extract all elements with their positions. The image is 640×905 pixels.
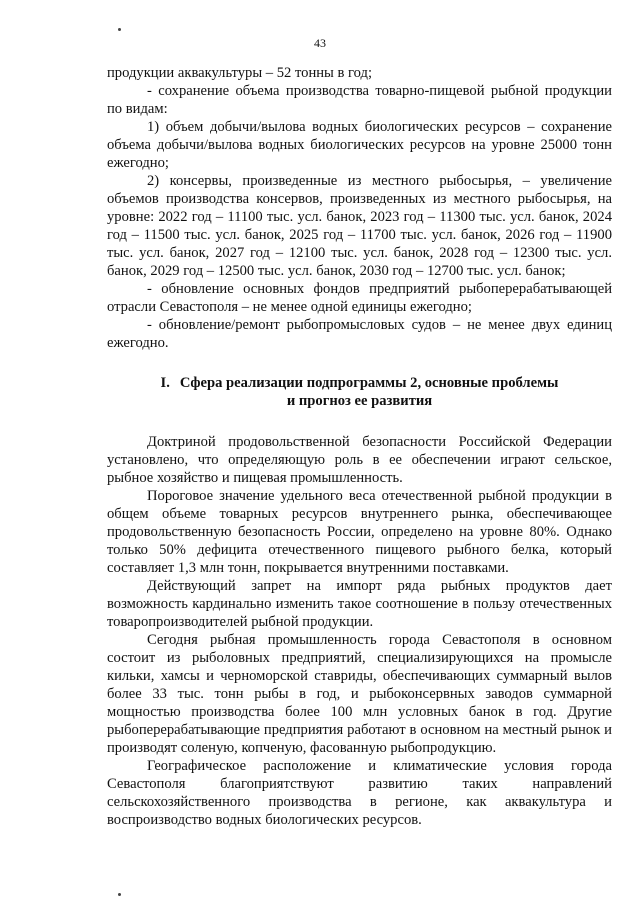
list-item: - обновление/ремонт рыбопромысловых судов – не менее двух единиц ежегодно. bbox=[107, 317, 612, 351]
body-paragraph: Действующий запрет на импорт ряда рыбных продуктов дает возможность кардинально изменить такое соотношение в пользу отечественных товаропроизводителей рыбной продукции. bbox=[107, 578, 612, 630]
section-number: I. bbox=[160, 375, 170, 391]
list-item: 2) консервы, произведенные из местного рыбосырья, – увеличение объемов производства консервов, произведенных из местного рыбосырья, на уровне: 2022 год – 11100 тыс. усл. банок, 2023 год – 11300 тыс. усл. банок, 2024 год – 11500 тыс. усл. банок, 2025 год – 11700 тыс. усл. банок, 2026 год – 11900 тыс. усл. банок, 2027 год – 12100 тыс. усл. банок, 2028 год – 12300 тыс. усл. банок, 2029 год – 12500 тыс. усл. банок, 2030 год – 12700 тыс. усл. банок; bbox=[107, 173, 612, 279]
list-item: - сохранение объема производства товарно-пищевой рыбной продукции по видам: bbox=[107, 83, 612, 117]
body-paragraph: Географическое расположение и климатические условия города Севастополя благоприятствуют развитию таких направлений сельскохозяйственного производства в регионе, как аквакультура и воспроизводство водных биологических ресурсов. bbox=[107, 758, 612, 828]
paragraph-continuation: продукции аквакультуры – 52 тонны в год; bbox=[107, 65, 373, 81]
body-paragraph: Сегодня рыбная промышленность города Севастополя в основном состоит из рыболовных предприятий, специализирующихся на промысле кильки, хамсы и черноморской ставриды, обеспечивающих суммарный вылов более 33 тыс. тонн рыбы в год, и рыбоконсервных заводов суммарной мощностью производства более 100 млн условных банок в год. Другие рыбоперерабатывающие предприятия работают в основном на местный рынок и производят соленую, копченую, фасованную рыбопродукцию. bbox=[107, 632, 612, 756]
page-number: 43 bbox=[314, 36, 326, 50]
body-paragraph: Доктриной продовольственной безопасности Российской Федерации установлено, что определяющую роль в ее обеспечении играют сельское, рыбное хозяйство и пищевая промышленность. bbox=[107, 434, 612, 486]
scan-speck bbox=[118, 28, 121, 31]
section-title-line2: и прогноз ее развития bbox=[286, 393, 433, 409]
scan-speck bbox=[118, 893, 121, 896]
section-title-line1: Сфера реализации подпрограммы 2, основные проблемы bbox=[179, 375, 559, 391]
document-body bbox=[107, 64, 612, 829]
body-paragraph: Пороговое значение удельного веса отечественной рыбной продукции в общем объеме товарных ресурсов внутреннего рынка, обеспечивающее продовольственную безопасность России, определено на уровне 80%. Однако только 50% дефицита отечественного пищевого рыбного белка, который составляет 1,3 млн тонн, покрывается внутренними поставками. bbox=[107, 488, 612, 576]
section-heading bbox=[107, 374, 612, 410]
list-item: 1) объем добычи/вылова водных биологических ресурсов – сохранение объема добычи/вылова водных биологических ресурсов на уровне 25000 тонн ежегодно; bbox=[107, 119, 612, 171]
list-item: - обновление основных фондов предприятий рыбоперерабатывающей отрасли Севастополя – не менее одной единицы ежегодно; bbox=[107, 281, 612, 315]
